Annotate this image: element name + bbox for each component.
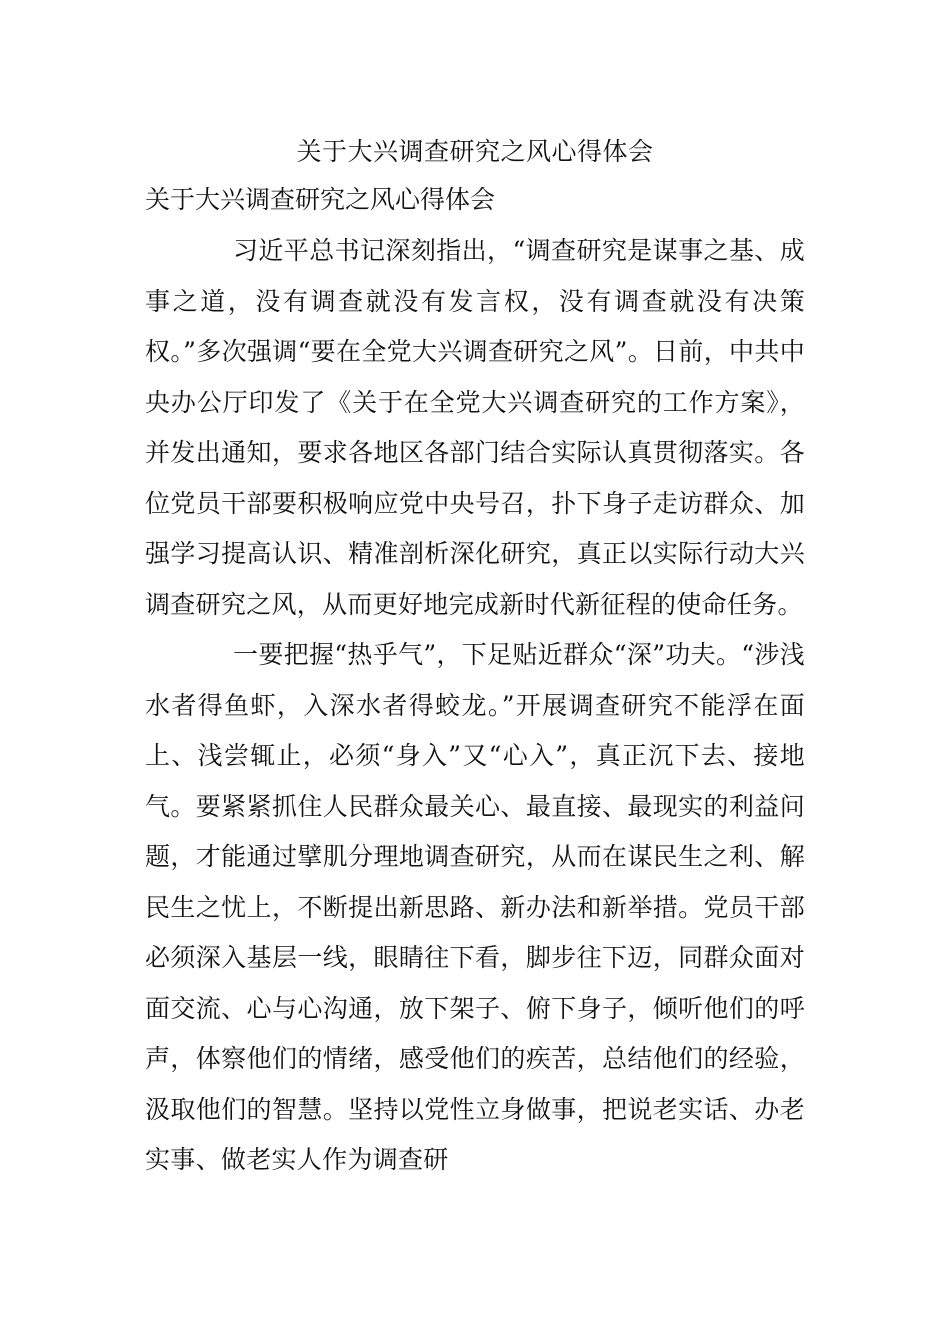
paragraph-point-one: 一要把握“热乎气”，下足贴近群众“深”功夫。“涉浅水者得鱼虾，入深水者得蛟龙。”开展调查研究不能浮在面上、浅尝辄止，必须“身入”又“心入”，真正沉下去、接地气。要紧紧抓住人民群众最关心、最直接、最现实的利益问题，才能通过擘肌分理地调查研究，从而在谋民生之利、解民生之忧上，不断提出新思路、新办法和新举措。党员干部必须深入基层一线，眼睛往下看，脚步往下迈，同群众面对面交流、心与心沟通，放下架子、俯下身子，倾听他们的呼声，体察他们的情绪，感受他们的疾苦，总结他们的经验，汲取他们的智慧。坚持以党性立身做事，把说老实话、办老实事、做老实人作为调查研 (145, 640, 805, 1174)
paragraph-intro: 习近平总书记深刻指出，“调查研究是谋事之基、成事之道，没有调查就没有发言权，没有调查就没有决策权。”多次强调“要在全党大兴调查研究之风”。日前，中共中央办公厅印发了《关于在全党大兴调查研究的工作方案》，并发出通知，要求各地区各部门结合实际认真贯彻落实。各位党员干部要积极响应党中央号召，扑下身子走访群众、加强学习提高认识、精准剖析深化研究，真正以实际行动大兴调查研究之风，从而更好地完成新时代新征程的使命任务。 (145, 236, 805, 619)
document-title: 关于大兴调查研究之风心得体会 (296, 137, 654, 166)
document-body (145, 226, 805, 1186)
document-subtitle: 关于大兴调查研究之风心得体会 (145, 185, 496, 214)
